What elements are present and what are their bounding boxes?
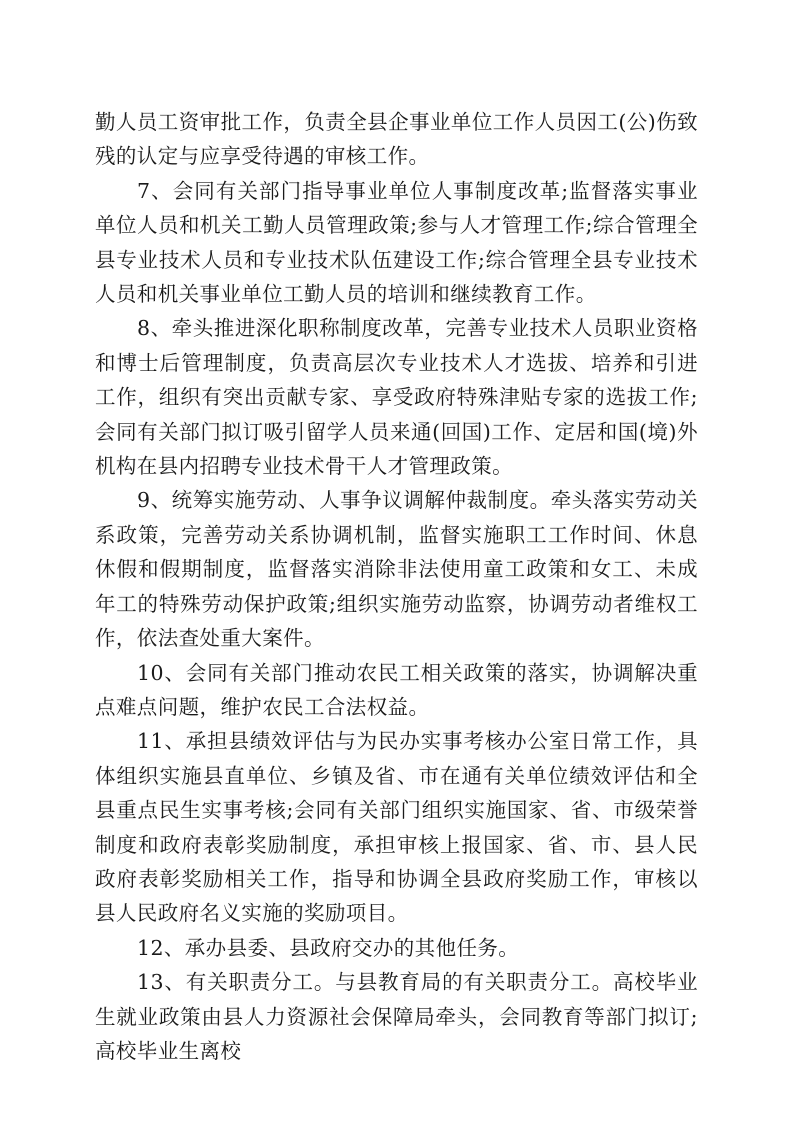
paragraph-item-12: 12、承办县委、县政府交办的其他任务。 [137, 935, 520, 960]
document-page [95, 105, 698, 1068]
paragraph-item-10: 10、会同有关部门推动农民工相关政策的落实，协调解决重点难点问题，维护农民工合法权益。 [95, 660, 698, 719]
paragraph-continuation: 勤人员工资审批工作，负责全县企事业单位工作人员因工(公)伤致残的认定与应享受待遇的审核工作。 [95, 110, 698, 169]
paragraph-item-7: 7、会同有关部门指导事业单位人事制度改革;监督落实事业单位人员和机关工勤人员管理政策;参与人才管理工作;综合管理全县专业技术人员和专业技术队伍建设工作;综合管理全县专业技术人员和机关事业单位工勤人员的培训和继续教育工作。 [95, 178, 698, 307]
paragraph-item-11: 11、承担县绩效评估与为民办实事考核办公室日常工作，具体组织实施县直单位、乡镇及省、市在通有关单位绩效评估和全县重点民生实事考核;会同有关部门组织实施国家、省、市级荣誉制度和政府表彰奖励制度，承担审核上报国家、省、市、县人民政府表彰奖励相关工作，指导和协调全县政府奖励工作，审核以县人民政府名义实施的奖励项目。 [95, 729, 698, 926]
paragraph-item-9: 9、统筹实施劳动、人事争议调解仲裁制度。牵头落实劳动关系政策，完善劳动关系协调机制，监督实施职工工作时间、休息休假和假期制度，监督落实消除非法使用童工政策和女工、未成年工的特殊劳动保护政策;组织实施劳动监察，协调劳动者维权工作，依法查处重大案件。 [95, 488, 698, 651]
paragraph-item-13: 13、有关职责分工。与县教育局的有关职责分工。高校毕业生就业政策由县人力资源社会保障局牵头，会同教育等部门拟订;高校毕业生离校 [95, 970, 698, 1063]
paragraph-item-8: 8、牵头推进深化职称制度改革，完善专业技术人员职业资格和博士后管理制度，负责高层次专业技术人才选拔、培养和引进工作，组织有突出贡献专家、享受政府特殊津贴专家的选拔工作;会同有关部门拟订吸引留学人员来通(回国)工作、定居和国(境)外机构在县内招聘专业技术骨干人才管理政策。 [95, 316, 698, 479]
